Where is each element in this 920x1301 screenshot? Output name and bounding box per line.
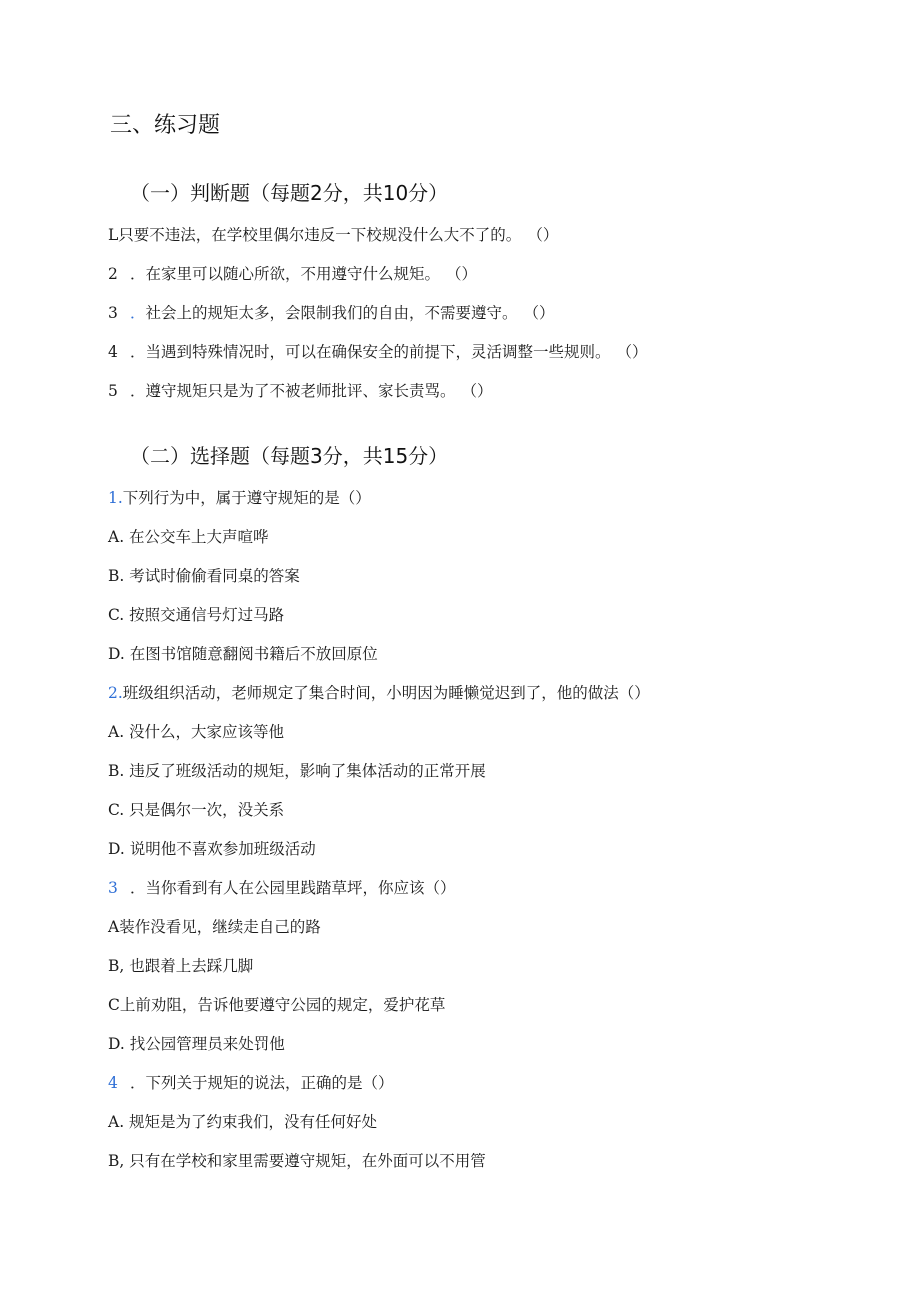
option: B, 只有在学校和家里需要遵守规矩，在外面可以不用管 (108, 1152, 486, 1170)
question-text: ．下列关于规矩的说法，正确的是（） (130, 1074, 394, 1092)
judge-item-1 (108, 224, 558, 246)
option: B. 考试时偷偷看同桌的答案 (108, 567, 300, 585)
answer-blank: （） (527, 226, 559, 244)
option: A. 在公交车上大声喧哗 (108, 528, 269, 546)
section-title: 三、练习题 (110, 113, 221, 138)
option: B. 违反了班级活动的规矩，影响了集体活动的正常开展 (108, 762, 486, 780)
item-number: L (108, 226, 119, 244)
option: D. 找公园管理员来处罚他 (108, 1035, 285, 1053)
judge-item-2 (108, 263, 477, 285)
option: D. 说明他不喜欢参加班级活动 (108, 840, 316, 858)
part2-title: （二）选择题（每题3分，共15分） (130, 444, 449, 468)
item-text: ．遵守规矩只是为了不被老师批评、家长责骂。 (130, 382, 456, 400)
answer-blank: （） (446, 265, 478, 283)
option: D. 在图书馆随意翻阅书籍后不放回原位 (108, 645, 378, 663)
item-number: 2 (108, 265, 118, 283)
item-text: 只要不违法，在学校里偶尔违反一下校规没什么大不了的。 (118, 226, 522, 244)
option: B, 也跟着上去踩几脚 (108, 957, 254, 975)
part1-title: （一）判断题（每题2分，共10分） (130, 181, 449, 205)
question-number: 4 (108, 1074, 118, 1092)
item-dot: ． (130, 304, 146, 322)
option: C. 只是偶尔一次，没关系 (108, 801, 285, 819)
choice-question-3 (108, 877, 456, 899)
item-text: ．在家里可以随心所欲，不用遵守什么规矩。 (130, 265, 441, 283)
choice-question-1 (108, 487, 371, 509)
judge-item-5 (108, 380, 493, 402)
question-text: ．当你看到有人在公园里践踏草坪，你应该（） (130, 879, 456, 897)
choice-question-2 (108, 682, 650, 704)
item-number: 5 (108, 382, 118, 400)
question-text: 下列行为中，属于遵守规矩的是（） (122, 489, 371, 507)
option: A装作没看见，继续走自己的路 (108, 918, 321, 936)
option: C. 按照交通信号灯过马路 (108, 606, 285, 624)
item-number: 4 (108, 343, 118, 361)
item-text: ．当遇到特殊情况时，可以在确保安全的前提下，灵活调整一些规则。 (130, 343, 611, 361)
item-text: 社会上的规矩太多，会限制我们的自由，不需要遵守。 (145, 304, 518, 322)
question-number: 1. (108, 489, 123, 507)
judge-item-3 (108, 302, 555, 324)
question-number: 2. (108, 684, 123, 702)
choice-question-4 (108, 1072, 394, 1094)
answer-blank: （） (616, 343, 648, 361)
question-number: 3 (108, 879, 118, 897)
answer-blank: （） (461, 382, 493, 400)
question-text: 班级组织活动，老师规定了集合时间，小明因为睡懒觉迟到了，他的做法（） (122, 684, 650, 702)
option: A. 没什么，大家应该等他 (108, 723, 285, 741)
answer-blank: （） (523, 304, 555, 322)
item-number: 3 (108, 304, 118, 322)
judge-item-4 (108, 341, 648, 363)
option: A. 规矩是为了约束我们，没有任何好处 (108, 1113, 378, 1131)
option: C上前劝阻，告诉他要遵守公园的规定，爱护花草 (108, 996, 446, 1014)
